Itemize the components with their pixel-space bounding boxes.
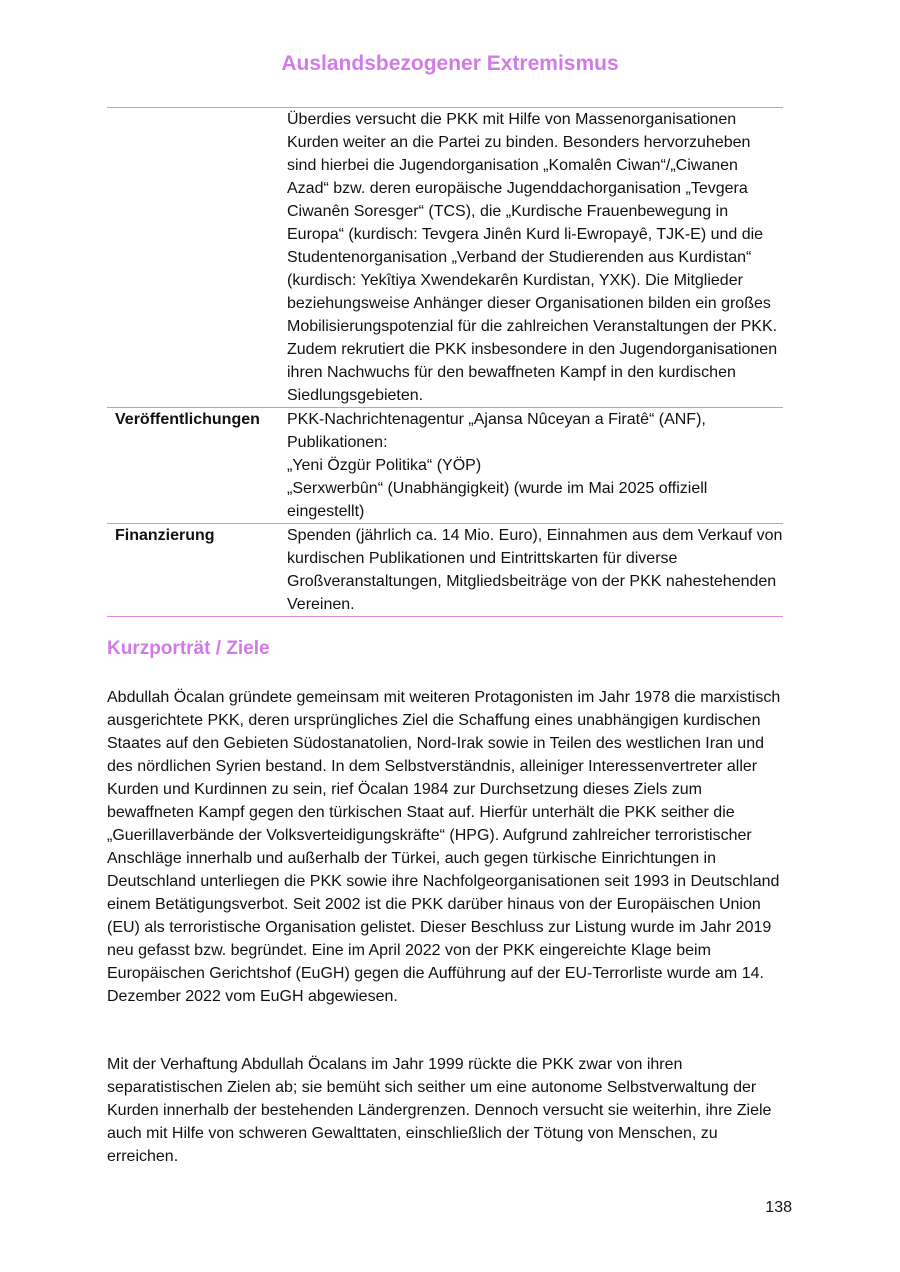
- row-content: [287, 524, 783, 617]
- body-paragraph: Mit der Verhaftung Abdullah Öcalans im Jahr 1999 rückte die PKK zwar von ihren separatistischen Zielen ab; sie bemüht sich seither um eine autonome Selbstverwaltung der Kurden innerhalb der bestehenden Ländergrenzen. Dennoch versucht sie weiterhin, ihre Ziele auch mit Hilfe von schweren Gewalttaten, einschließlich der Tötung von Menschen, zu erreichen.: [107, 1056, 772, 1165]
- content-line: „Serxwerbûn“ (Unabhängigkeit) (wurde im Mai 2025 offiziell eingestellt): [287, 480, 708, 520]
- info-table: [107, 107, 783, 617]
- page-number: 138: [765, 1199, 792, 1216]
- content-line: „Yeni Özgür Politika“ (YÖP): [287, 457, 482, 474]
- section-title: Kurzporträt / Ziele: [107, 638, 270, 659]
- table-row: [107, 108, 783, 408]
- table-row: [107, 524, 783, 617]
- row-label: [107, 108, 287, 408]
- table-row: [107, 408, 783, 524]
- row-label: Veröffentlichungen: [115, 411, 260, 428]
- content-line: Spenden (jährlich ca. 14 Mio. Euro), Einnahmen aus dem Verkauf von kurdischen Publikationen und Eintrittskarten für diverse Großveranstaltungen, Mitgliedsbeiträge von der PKK nahestehenden Vereinen.: [287, 527, 783, 613]
- page-header-title: Auslandsbezogener Extremismus: [281, 52, 619, 75]
- row-content: [287, 408, 783, 524]
- row-content: [287, 108, 783, 408]
- row-label: Finanzierung: [115, 527, 215, 544]
- content-line: Publikationen:: [287, 434, 388, 451]
- content-line: PKK-Nachrichtenagentur „Ajansa Nûceyan a Firatê“ (ANF),: [287, 411, 706, 428]
- content-line: Überdies versucht die PKK mit Hilfe von Massenorganisationen Kurden weiter an die Partei zu binden. Besonders hervorzuheben sind hierbei die Jugendorganisation „Komalên Ciwan“/„Ciwanen Azad“ bzw. deren europäische Jugenddachorganisation „Tevgera Ciwanên Soresger“ (TCS), die „Kurdische Frauenbewegung in Europa“ (kurdisch: Tevgera Jinên Kurd li-Ewropayê, TJK-E) und die Studentenorganisation „Verband der Studierenden aus Kurdistan“ (kurdisch: Yekîtiya Xwendekarên Kurdistan, YXK). Die Mitglieder beziehungsweise Anhänger dieser Organisationen bilden ein großes Mobilisierungspotenzial für die zahlreichen Veranstaltungen der PKK. Zudem rekrutiert die PKK insbesondere in den Jugendorganisationen ihren Nachwuchs für den bewaffneten Kampf in den kurdischen Siedlungsgebieten.: [287, 111, 778, 404]
- body-paragraph: Abdullah Öcalan gründete gemeinsam mit weiteren Protagonisten im Jahr 1978 die marxistisch ausgerichtete PKK, deren ursprüngliches Ziel die Schaffung eines unabhängigen kurdischen Staates auf den Gebieten Südostanatolien, Nord-Irak sowie in Teilen des westlichen Iran und des nördlichen Syrien bestand. In dem Selbstverständnis, alleiniger Interessenvertreter aller Kurden und Kurdinnen zu sein, rief Öcalan 1984 zur Durchsetzung dieses Ziels zum bewaffneten Kampf gegen den türkischen Staat auf. Hierfür unterhält die PKK seither die „Guerillaverbände der Volksverteidigungskräfte“ (HPG). Aufgrund zahlreicher terroristischer Anschläge innerhalb und außerhalb der Türkei, auch gegen türkische Einrichtungen in Deutschland unterliegen die PKK sowie ihre Nachfolgeorganisationen seit 1993 in Deutschland einem Betätigungsverbot. Seit 2002 ist die PKK darüber hinaus von der Europäischen Union (EU) als terroristische Organisation gelistet. Dieser Beschluss zur Listung wurde im Jahr 2019 neu gefasst bzw. begründet. Eine im April 2022 von der PKK eingereichte Klage beim Europäischen Gerichtshof (EuGH) gegen die Aufführung auf der EU-Terrorliste wurde am 14. Dezember 2022 vom EuGH abgewiesen.: [107, 689, 781, 1005]
